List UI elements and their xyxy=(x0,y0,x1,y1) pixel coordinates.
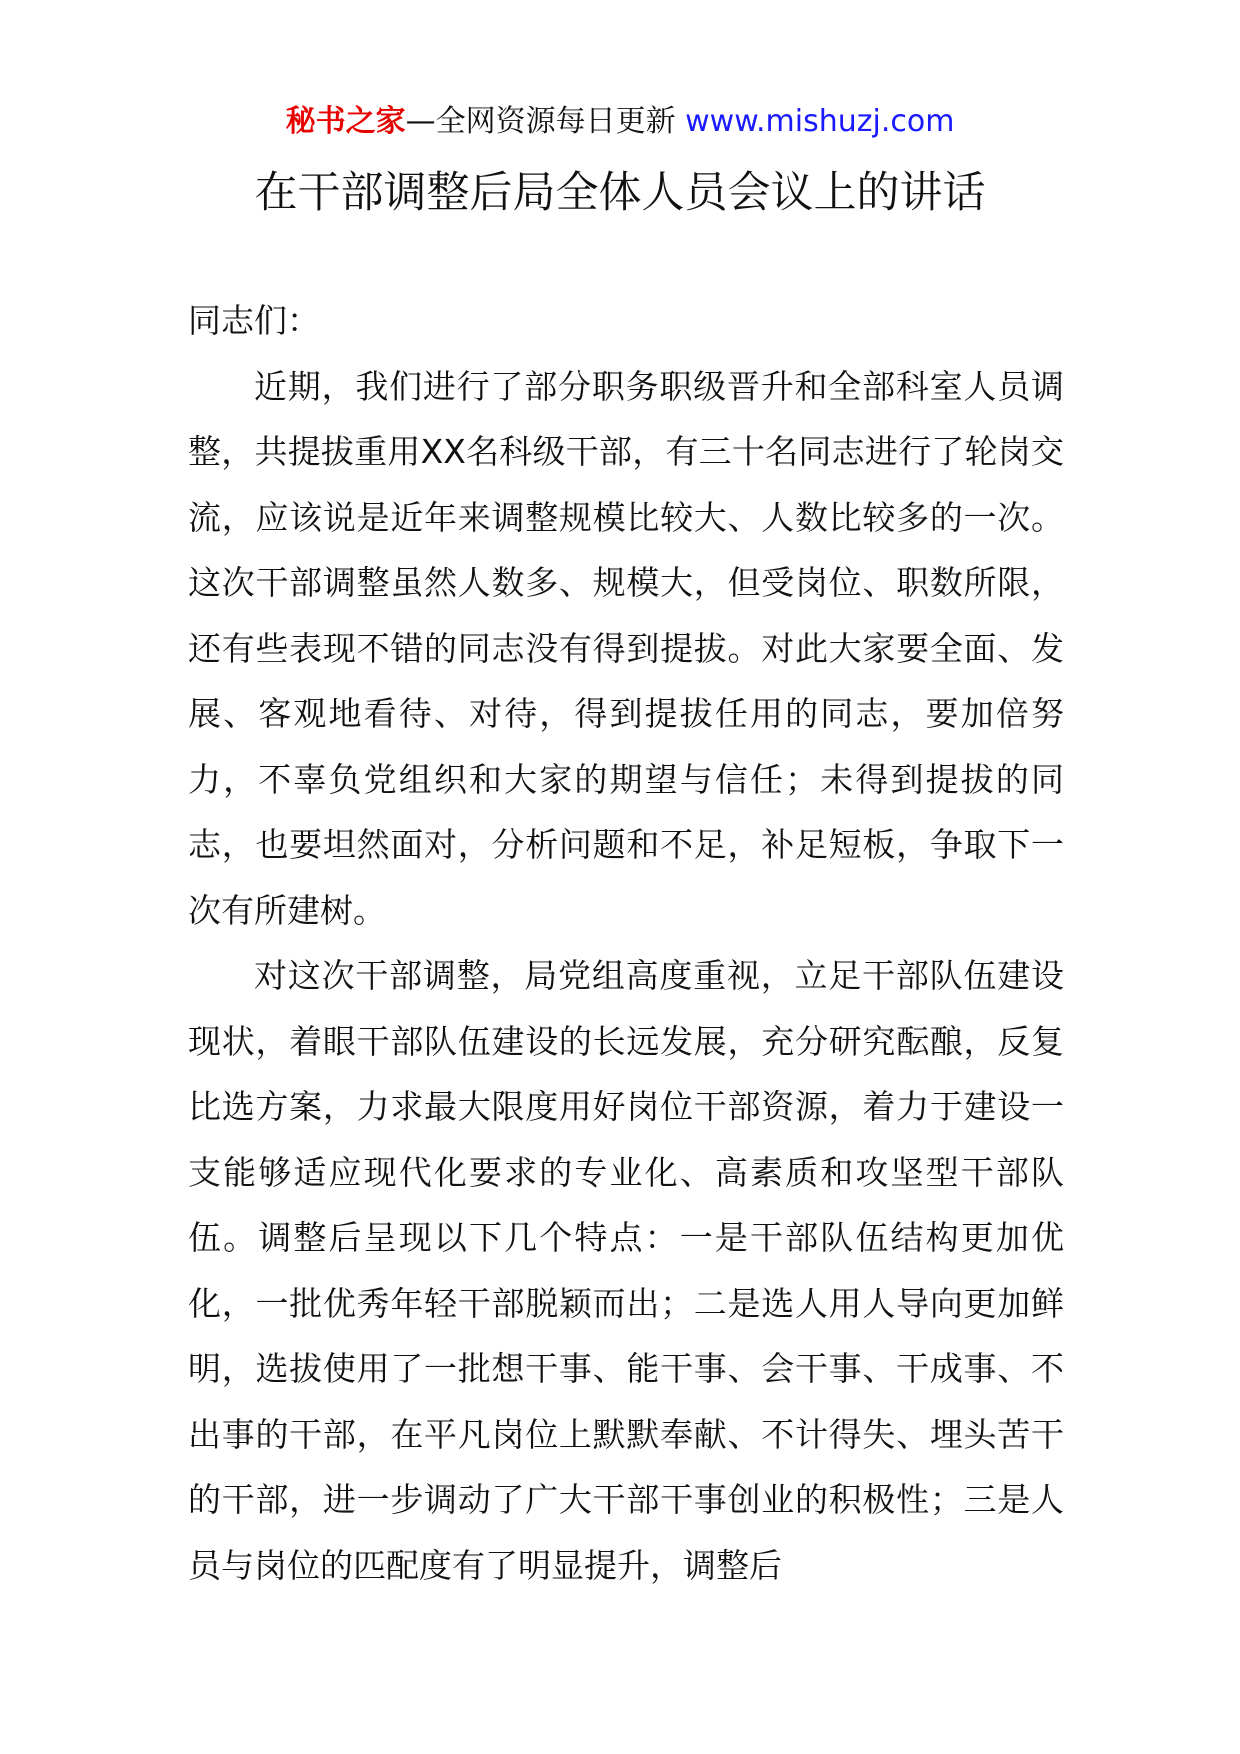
salutation: 同志们： xyxy=(188,301,320,340)
site-url-link[interactable]: www.mishuzj.com xyxy=(685,104,955,139)
site-brand: 秘书之家 xyxy=(285,104,406,139)
site-header xyxy=(0,100,1240,144)
site-slogan: —全网资源每日更新 xyxy=(405,104,676,139)
paragraph-1: 近期，我们进行了部分职务职级晋升和全部科室人员调整，共提拔重用XX名科级干部，有三十名同志进行了轮岗交流，应该说是近年来调整规模比较大、人数比较多的一次。这次干部调整虽然人数多、规模大，但受岗位、职数所限，还有些表现不错的同志没有得到提拔。对此大家要全面、发展、客观地看待、对待，得到提拔任用的同志，要加倍努力，不辜负党组织和大家的期望与信任；未得到提拔的同志，也要坦然面对，分析问题和不足，补足短板，争取下一次有所建树。 xyxy=(188,366,1064,930)
document-title: 在干部调整后局全体人员会议上的讲话 xyxy=(254,168,986,218)
paragraph-2: 对这次干部调整，局党组高度重视，立足干部队伍建设现状，着眼干部队伍建设的长远发展，充分研究酝酿，反复比选方案，力求最大限度用好岗位干部资源，着力于建设一支能够适应现代化要求的专业化、高素质和攻坚型干部队伍。调整后呈现以下几个特点：一是干部队伍结构更加优化，一批优秀年轻干部脱颖而出；二是选人用人导向更加鲜明，选拔使用了一批想干事、能干事、会干事、干成事、不出事的干部，在平凡岗位上默默奉献、不计得失、埋头苦干的干部，进一步调动了广大干部干事创业的积极性；三是人员与岗位的匹配度有了明显提升，调整后 xyxy=(188,956,1064,1585)
document-body xyxy=(188,288,1064,1598)
